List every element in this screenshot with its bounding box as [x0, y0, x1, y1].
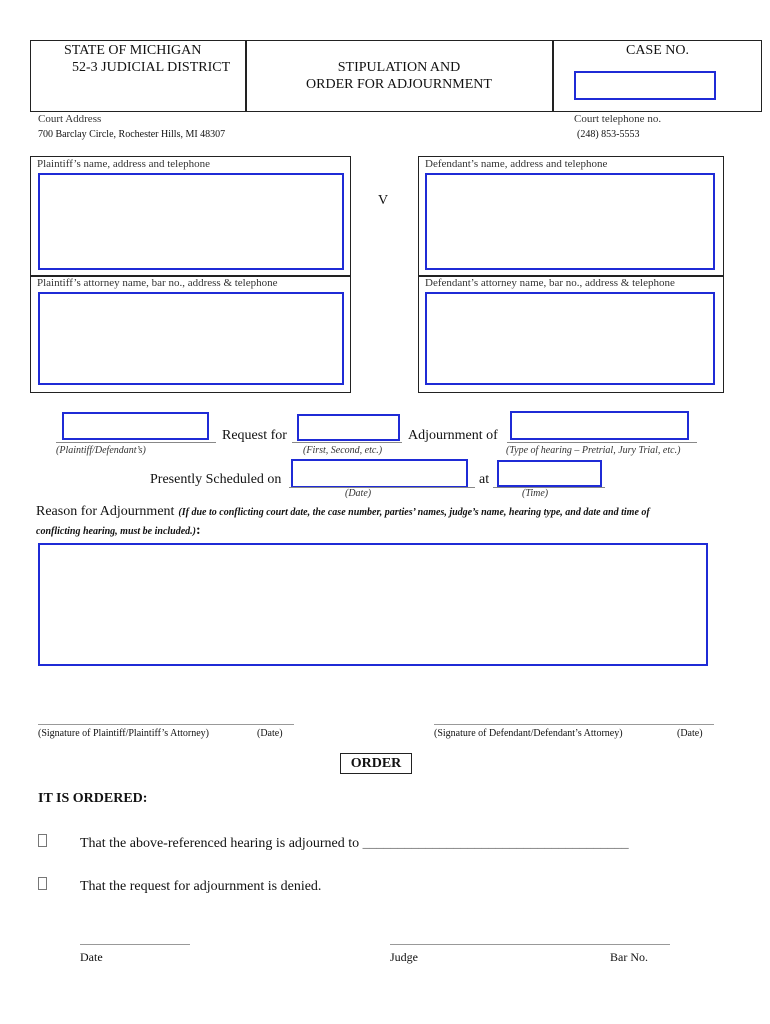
defendant-signature-caption: (Signature of Defendant/Defendant’s Attorney) — [434, 728, 623, 739]
reason-colon: : — [196, 523, 201, 538]
plaintiff-attorney-input[interactable] — [38, 292, 344, 385]
judge-label: Judge — [390, 950, 418, 964]
versus-label: V — [378, 193, 389, 208]
case-no-label: CASE NO. — [625, 43, 689, 58]
adjourned-date-blank[interactable]: ______________________________________ — [362, 836, 629, 851]
plaintiff-date-caption: (Date) — [257, 728, 283, 739]
form-title-line1: STIPULATION AND — [337, 60, 461, 75]
hearing-type-input[interactable] — [510, 411, 689, 440]
hearing-type-underline — [507, 442, 697, 443]
defendant-attorney-input[interactable] — [425, 292, 715, 385]
court-address-label: Court Address — [38, 113, 102, 125]
judge-signature-line — [390, 944, 670, 945]
plaintiff-input[interactable] — [38, 173, 344, 270]
scheduled-date-input[interactable] — [291, 459, 468, 488]
order-heading: ORDER — [340, 753, 412, 774]
bar-no-label: Bar No. — [610, 950, 648, 964]
adjourned-checkbox[interactable] — [38, 834, 47, 847]
denied-checkbox[interactable] — [38, 877, 47, 890]
reason-input[interactable] — [38, 543, 708, 666]
defendant-input[interactable] — [425, 173, 715, 270]
date-underline — [289, 487, 475, 488]
adjourned-option-text — [80, 836, 629, 852]
party-underline — [56, 442, 216, 443]
hearing-type-hint: (Type of hearing – Pretrial, Jury Trial, etc.) — [506, 445, 681, 456]
ordinal-underline — [292, 442, 402, 443]
court-phone-label: Court telephone no. — [574, 113, 662, 125]
defendant-date-caption: (Date) — [677, 728, 703, 739]
form-title-line2: ORDER FOR ADJOURNMENT — [306, 77, 492, 92]
court-address-value: 700 Barclay Circle, Rochester Hills, MI 48307 — [38, 129, 226, 140]
plaintiff-signature-line — [38, 724, 294, 725]
plaintiff-attorney-label: Plaintiff’s attorney name, bar no., address & telephone — [37, 277, 278, 289]
adjourned-option-label: That the above-referenced hearing is adjourned to — [80, 836, 360, 851]
reason-heading — [36, 502, 726, 540]
district-name: 52-3 JUDICIAL DISTRICT — [72, 60, 231, 75]
court-phone-value: (248) 853-5553 — [577, 129, 640, 140]
header-divider-left — [245, 40, 247, 112]
scheduled-time-input[interactable] — [497, 460, 602, 487]
plaintiff-label: Plaintiff’s name, address and telephone — [37, 158, 210, 170]
reason-note-line2: conflicting hearing, must be included.) — [36, 526, 197, 537]
order-date-line — [80, 944, 190, 945]
time-underline — [493, 487, 605, 488]
defendant-attorney-label: Defendant’s attorney name, bar no., address & telephone — [425, 277, 675, 289]
date-hint: (Date) — [345, 488, 372, 499]
adjournment-of-label: Adjournment of — [408, 428, 498, 443]
plaintiff-signature-caption: (Signature of Plaintiff/Plaintiff’s Attorney) — [38, 728, 209, 739]
presently-scheduled-label: Presently Scheduled on — [150, 472, 282, 487]
state-name: STATE OF MICHIGAN — [64, 43, 202, 58]
denied-option-label: That the request for adjournment is denied. — [80, 879, 322, 894]
time-hint: (Time) — [522, 488, 549, 499]
at-label: at — [479, 472, 490, 487]
order-date-label: Date — [80, 950, 103, 964]
defendant-signature-line — [434, 724, 714, 725]
reason-note-line1: (If due to conflicting court date, the case number, parties’ names, judge’s name, hearing type, and date and time of — [178, 507, 650, 518]
defendant-label: Defendant’s name, address and telephone — [425, 158, 608, 170]
request-for-label: Request for — [222, 428, 287, 443]
ordinal-hint: (First, Second, etc.) — [303, 445, 383, 456]
case-no-input[interactable] — [574, 71, 716, 100]
it-is-ordered-label: IT IS ORDERED: — [38, 791, 148, 806]
ordinal-input[interactable] — [297, 414, 400, 441]
party-input[interactable] — [62, 412, 209, 440]
party-hint: (Plaintiff/Defendant’s) — [56, 445, 146, 456]
reason-label: Reason for Adjournment — [36, 504, 175, 519]
